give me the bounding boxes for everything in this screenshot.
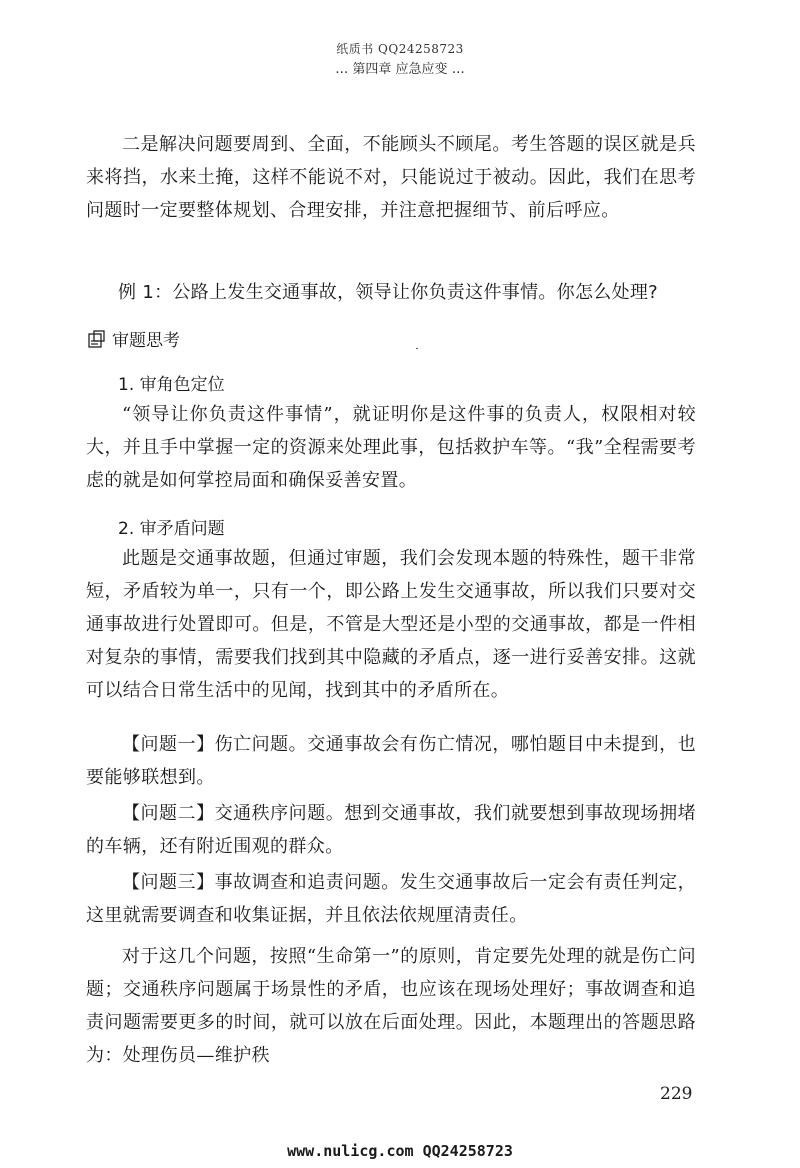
problem-1: 【问题一】伤亡问题。交通事故会有伤亡情况，哪怕题目中未提到，也要能够联想到。 <box>86 734 696 788</box>
footer-url: www.nulicg.com QQ24258723 <box>287 1142 513 1160</box>
problem-2: 【问题二】交通秩序问题。想到交通事故，我们就要想到事故现场拥堵的车辆，还有附近围观的群众。 <box>86 803 696 857</box>
example-question: 例 1：公路上发生交通事故，领导让你负责这件事情。你怎么处理? <box>118 282 659 303</box>
subsection-2-text: 此题是交通事故题，但通过审题，我们会发现本题的特殊性，题干非常短，矛盾较为单一，只有一个，即公路上发生交通事故，所以我们只要对交通事故进行处置即可。但是，不管是大型还是小型的交通事故，都是一件相对复杂的事情，需要我们找到其中隐藏的矛盾点，逐一进行妥善安排。这就可以结合日常生活中的见闻，找到其中的矛盾所在。 <box>86 548 696 701</box>
subsection-1-text: “领导让你负责这件事情”，就证明你是这件事的负责人，权限相对较大，并且手中掌握一定的资源来处理此事，包括救护车等。“我”全程需要考虑的就是如何掌控局面和确保妥善安置。 <box>86 404 696 491</box>
page-number: 229 <box>660 1084 693 1104</box>
subsection-2-title: 2. 审矛盾问题 <box>118 519 225 539</box>
review-icon <box>88 330 106 348</box>
intro-paragraph: 二是解决问题要周到、全面，不能顾头不顾尾。考生答题的误区就是兵来将挡，水来土掩，这样不能说不对，只能说过于被动。因此，我们在思考问题时一定要整体规划、合理安排，并注意把握细节、前后呼应。 <box>86 134 696 221</box>
section-title: 审题思考 <box>112 331 180 351</box>
chapter-title: … 第四章 应急应变 … <box>335 62 465 77</box>
conclusion-paragraph: 对于这几个问题，按照“生命第一”的原则，肯定要先处理的就是伤亡问题；交通秩序问题属于场景性的矛盾，也应该在现场处理好；事故调查和追责问题需要更多的时间，就可以放在后面处理。因此，本题理出的答题思路为：处理伤员—维护秩 <box>86 946 696 1066</box>
header-line-1: 纸质书 QQ24258723 <box>336 42 464 56</box>
subsection-1-title: 1. 审角色定位 <box>118 375 225 395</box>
problem-3: 【问题三】事故调查和追责问题。发生交通事故后一定会有责任判定，这里就需要调查和收集证据，并且依法依规厘清责任。 <box>86 872 696 926</box>
stray-mark <box>416 348 418 349</box>
section-heading <box>88 326 180 351</box>
